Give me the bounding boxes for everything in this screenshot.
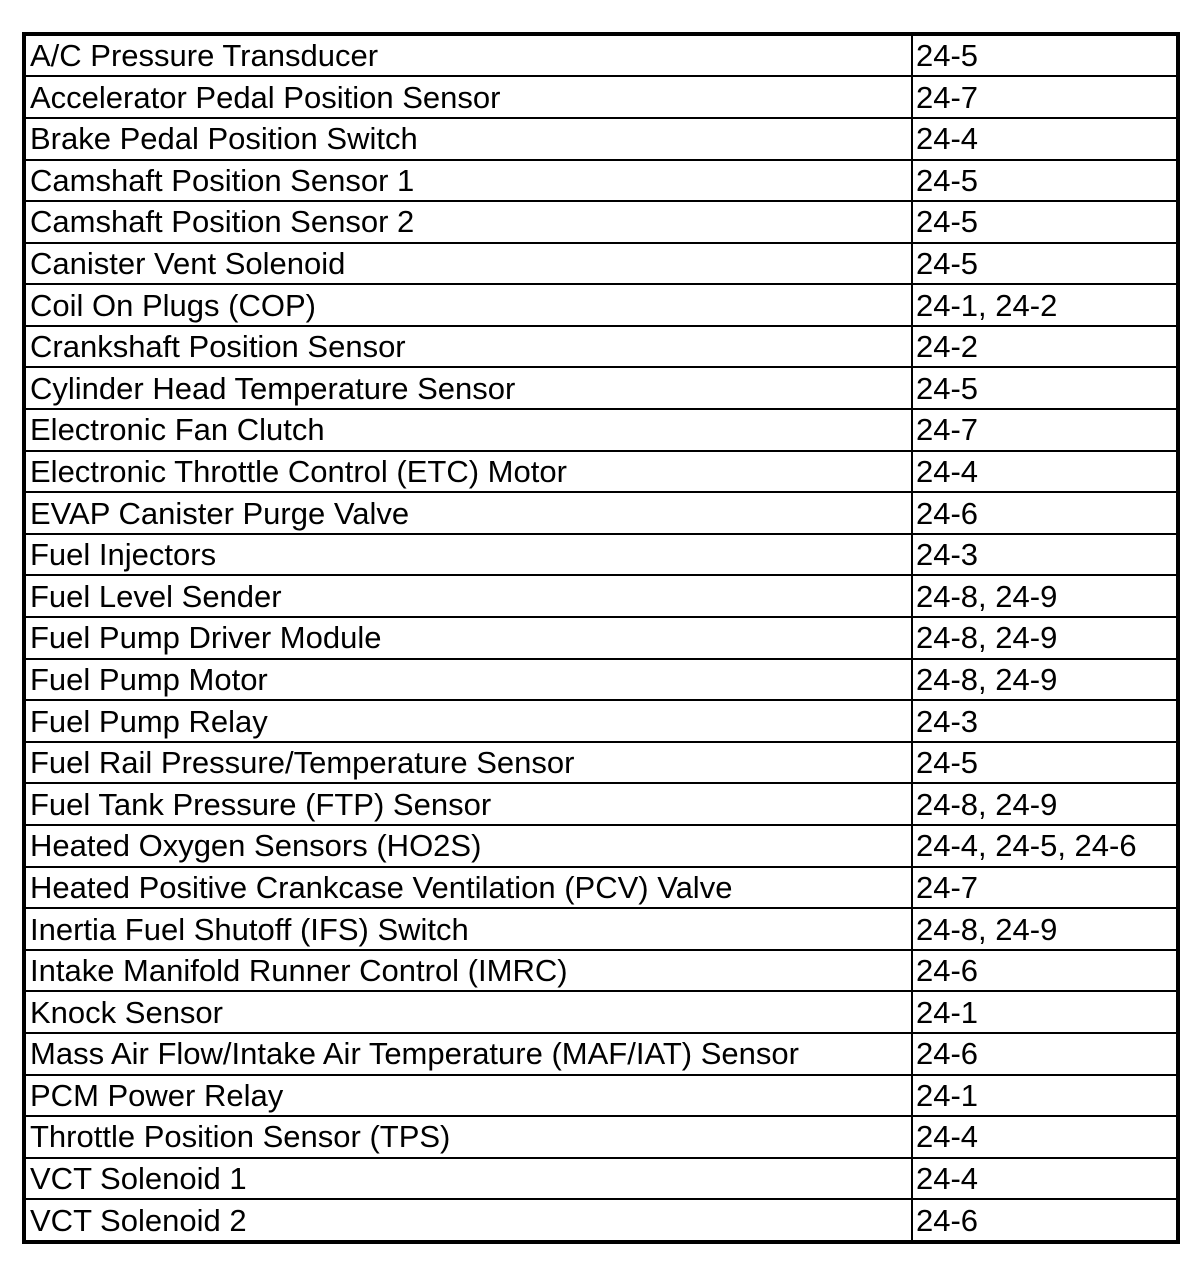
component-name-cell: Electronic Throttle Control (ETC) Motor [26,451,912,493]
table-row [26,1075,1176,1117]
table-row [26,284,1176,326]
component-name-cell: Fuel Tank Pressure (FTP) Sensor [26,783,912,825]
component-name-cell: Camshaft Position Sensor 1 [26,160,912,202]
page-reference-cell: 24-4 [912,1116,1176,1158]
table-row [26,118,1176,160]
page-reference-cell: 24-6 [912,1033,1176,1075]
page-reference-cell: 24-7 [912,409,1176,451]
table-row [26,243,1176,285]
page-reference-cell: 24-3 [912,700,1176,742]
table-row [26,950,1176,992]
component-name-cell: Fuel Level Sender [26,575,912,617]
page-reference-cell: 24-1 [912,1075,1176,1117]
table-row [26,326,1176,368]
table-row [26,700,1176,742]
table-row [26,534,1176,576]
table-row [26,575,1176,617]
component-name-cell: Heated Oxygen Sensors (HO2S) [26,825,912,867]
table-row [26,1116,1176,1158]
page-reference-cell: 24-5 [912,160,1176,202]
table-row [26,991,1176,1033]
table-row [26,451,1176,493]
page-reference-cell: 24-6 [912,1199,1176,1240]
component-name-cell: VCT Solenoid 2 [26,1199,912,1240]
table-row [26,908,1176,950]
page-reference-cell: 24-4 [912,451,1176,493]
component-name-cell: Cylinder Head Temperature Sensor [26,367,912,409]
component-index-table [26,36,1176,1240]
component-name-cell: VCT Solenoid 1 [26,1158,912,1200]
table-row [26,1033,1176,1075]
component-name-cell: Accelerator Pedal Position Sensor [26,76,912,118]
component-name-cell: Electronic Fan Clutch [26,409,912,451]
page-reference-cell: 24-5 [912,367,1176,409]
component-index-table-frame [22,32,1180,1244]
page-reference-cell: 24-8, 24-9 [912,783,1176,825]
component-name-cell: Camshaft Position Sensor 2 [26,201,912,243]
page-reference-cell: 24-8, 24-9 [912,659,1176,701]
component-name-cell: Fuel Injectors [26,534,912,576]
page-reference-cell: 24-5 [912,742,1176,784]
component-name-cell: Coil On Plugs (COP) [26,284,912,326]
component-name-cell: Fuel Pump Motor [26,659,912,701]
table-body [26,36,1176,1240]
component-name-cell: Knock Sensor [26,991,912,1033]
page-reference-cell: 24-5 [912,201,1176,243]
page-reference-cell: 24-5 [912,243,1176,285]
component-name-cell: A/C Pressure Transducer [26,36,912,76]
table-row [26,409,1176,451]
page-reference-cell: 24-2 [912,326,1176,368]
component-name-cell: Fuel Pump Driver Module [26,617,912,659]
table-row [26,825,1176,867]
page-reference-cell: 24-8, 24-9 [912,575,1176,617]
component-name-cell: EVAP Canister Purge Valve [26,492,912,534]
table-row [26,1158,1176,1200]
component-name-cell: Crankshaft Position Sensor [26,326,912,368]
table-row [26,492,1176,534]
table-row [26,1199,1176,1240]
component-name-cell: Intake Manifold Runner Control (IMRC) [26,950,912,992]
page-reference-cell: 24-6 [912,950,1176,992]
page-reference-cell: 24-4, 24-5, 24-6 [912,825,1176,867]
table-row [26,783,1176,825]
table-row [26,36,1176,76]
page-reference-cell: 24-7 [912,867,1176,909]
component-name-cell: Inertia Fuel Shutoff (IFS) Switch [26,908,912,950]
component-name-cell: PCM Power Relay [26,1075,912,1117]
component-name-cell: Brake Pedal Position Switch [26,118,912,160]
table-row [26,617,1176,659]
table-row [26,160,1176,202]
table-row [26,742,1176,784]
page-reference-cell: 24-8, 24-9 [912,617,1176,659]
component-name-cell: Fuel Pump Relay [26,700,912,742]
page-reference-cell: 24-3 [912,534,1176,576]
page-reference-cell: 24-5 [912,36,1176,76]
component-name-cell: Mass Air Flow/Intake Air Temperature (MAF/IAT) Sensor [26,1033,912,1075]
page-reference-cell: 24-1, 24-2 [912,284,1176,326]
table-row [26,76,1176,118]
component-name-cell: Throttle Position Sensor (TPS) [26,1116,912,1158]
table-row [26,367,1176,409]
table-row [26,867,1176,909]
page-reference-cell: 24-4 [912,118,1176,160]
page-reference-cell: 24-1 [912,991,1176,1033]
page-reference-cell: 24-6 [912,492,1176,534]
page-reference-cell: 24-7 [912,76,1176,118]
page-reference-cell: 24-4 [912,1158,1176,1200]
table-row [26,201,1176,243]
table-row [26,659,1176,701]
component-name-cell: Canister Vent Solenoid [26,243,912,285]
page-reference-cell: 24-8, 24-9 [912,908,1176,950]
component-name-cell: Heated Positive Crankcase Ventilation (PCV) Valve [26,867,912,909]
component-name-cell: Fuel Rail Pressure/Temperature Sensor [26,742,912,784]
